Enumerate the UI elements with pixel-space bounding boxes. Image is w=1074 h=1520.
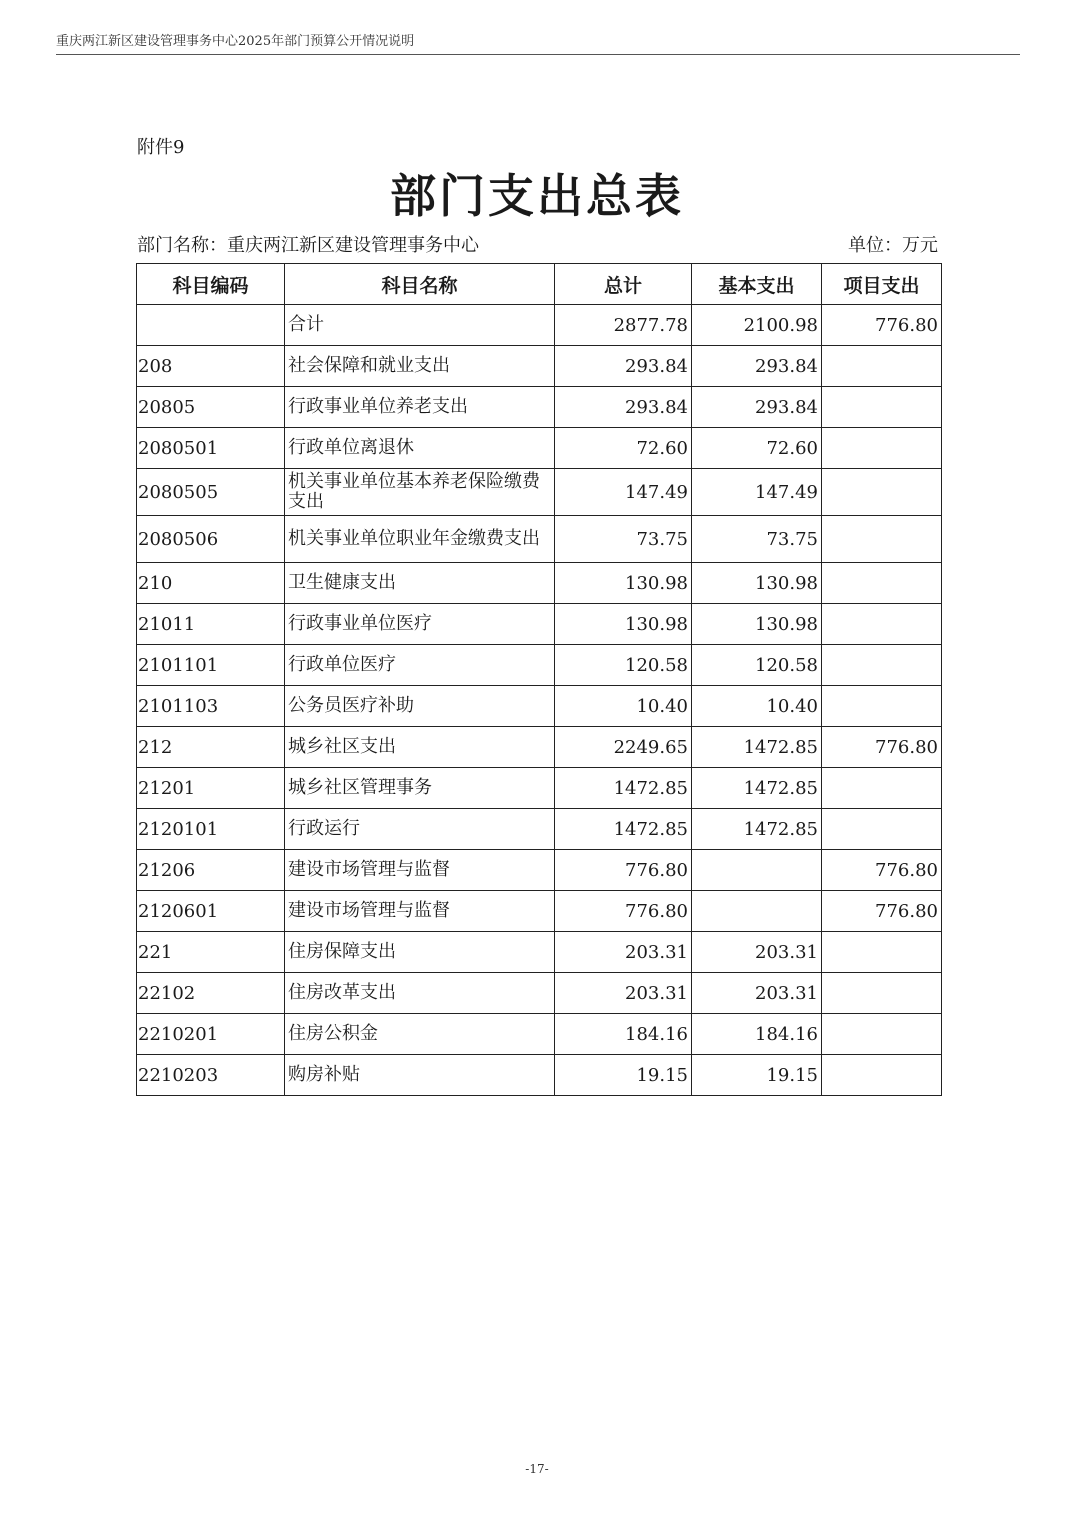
cell-code: 22102: [137, 973, 285, 1014]
cell-project: [822, 768, 942, 809]
cell-project: [822, 645, 942, 686]
cell-project: 776.80: [822, 891, 942, 932]
cell-total: 184.16: [555, 1014, 692, 1055]
cell-total: 2249.65: [555, 727, 692, 768]
cell-code: 2080505: [137, 469, 285, 516]
cell-basic: 1472.85: [692, 768, 822, 809]
table-header-row: [137, 264, 942, 305]
attachment-label: 附件9: [137, 137, 185, 158]
table-body: [137, 305, 942, 1096]
cell-project: [822, 604, 942, 645]
cell-project: [822, 469, 942, 516]
table-row: [137, 891, 942, 932]
page-number: -17-: [525, 1462, 549, 1476]
cell-basic: 73.75: [692, 516, 822, 563]
header-total: 总计: [555, 264, 692, 305]
cell-name: 城乡社区支出: [285, 727, 555, 768]
cell-basic: 130.98: [692, 563, 822, 604]
cell-basic: 293.84: [692, 387, 822, 428]
header-rule: [56, 54, 1020, 55]
cell-name: 住房保障支出: [285, 932, 555, 973]
cell-code: 21206: [137, 850, 285, 891]
table-row: [137, 850, 942, 891]
cell-project: [822, 387, 942, 428]
cell-name: 公务员医疗补助: [285, 686, 555, 727]
cell-basic: 203.31: [692, 973, 822, 1014]
cell-project: [822, 563, 942, 604]
cell-total: 10.40: [555, 686, 692, 727]
cell-code: 208: [137, 346, 285, 387]
cell-code: 2210201: [137, 1014, 285, 1055]
cell-project: 776.80: [822, 727, 942, 768]
cell-project: [822, 428, 942, 469]
cell-basic: 1472.85: [692, 727, 822, 768]
cell-total: 120.58: [555, 645, 692, 686]
table-row: [137, 516, 942, 563]
cell-total: 293.84: [555, 387, 692, 428]
cell-name: 城乡社区管理事务: [285, 768, 555, 809]
cell-name: 行政单位离退休: [285, 428, 555, 469]
cell-project: [822, 1014, 942, 1055]
cell-total: 1472.85: [555, 809, 692, 850]
cell-project: [822, 516, 942, 563]
cell-project: [822, 1055, 942, 1096]
table-row: [137, 768, 942, 809]
cell-total: 776.80: [555, 891, 692, 932]
expenditure-table: [136, 263, 942, 1096]
cell-code: 212: [137, 727, 285, 768]
table-row: [137, 973, 942, 1014]
cell-total: 2877.78: [555, 305, 692, 346]
cell-code: 2210203: [137, 1055, 285, 1096]
page-title: 部门支出总表: [390, 169, 684, 223]
table-row: [137, 305, 942, 346]
table-row: [137, 686, 942, 727]
cell-total: 203.31: [555, 973, 692, 1014]
cell-project: [822, 809, 942, 850]
meta-row: [137, 231, 938, 257]
table-row: [137, 563, 942, 604]
cell-total: 147.49: [555, 469, 692, 516]
table-row: [137, 604, 942, 645]
cell-name: 行政单位医疗: [285, 645, 555, 686]
cell-code: 221: [137, 932, 285, 973]
cell-code: 2120101: [137, 809, 285, 850]
department-name: 部门名称：重庆两江新区建设管理事务中心: [137, 235, 479, 256]
cell-project: [822, 973, 942, 1014]
table-row: [137, 1014, 942, 1055]
cell-name: 建设市场管理与监督: [285, 891, 555, 932]
cell-name: 机关事业单位职业年金缴费支出: [285, 516, 555, 563]
header-code: 科目编码: [137, 264, 285, 305]
cell-basic: 2100.98: [692, 305, 822, 346]
table-row: [137, 932, 942, 973]
cell-project: 776.80: [822, 850, 942, 891]
cell-basic: 293.84: [692, 346, 822, 387]
cell-basic: 19.15: [692, 1055, 822, 1096]
cell-basic: 203.31: [692, 932, 822, 973]
cell-total: 130.98: [555, 563, 692, 604]
cell-code: 2120601: [137, 891, 285, 932]
cell-basic: 184.16: [692, 1014, 822, 1055]
cell-basic: 72.60: [692, 428, 822, 469]
cell-code: 21201: [137, 768, 285, 809]
cell-total: 1472.85: [555, 768, 692, 809]
cell-project: [822, 346, 942, 387]
cell-name: 社会保障和就业支出: [285, 346, 555, 387]
cell-code: [137, 305, 285, 346]
cell-project: [822, 932, 942, 973]
cell-code: 2101103: [137, 686, 285, 727]
cell-code: 20805: [137, 387, 285, 428]
table-row: [137, 469, 942, 516]
table-row: [137, 346, 942, 387]
cell-name: 行政运行: [285, 809, 555, 850]
cell-project: 776.80: [822, 305, 942, 346]
cell-name: 行政事业单位养老支出: [285, 387, 555, 428]
cell-total: 73.75: [555, 516, 692, 563]
cell-name: 购房补贴: [285, 1055, 555, 1096]
cell-basic: [692, 891, 822, 932]
table-row: [137, 428, 942, 469]
cell-code: 2080506: [137, 516, 285, 563]
unit-label: 单位：万元: [848, 235, 938, 256]
table-row: [137, 645, 942, 686]
cell-basic: [692, 850, 822, 891]
table-row: [137, 809, 942, 850]
cell-name: 住房改革支出: [285, 973, 555, 1014]
cell-total: 130.98: [555, 604, 692, 645]
cell-total: 293.84: [555, 346, 692, 387]
table-row: [137, 727, 942, 768]
cell-name: 卫生健康支出: [285, 563, 555, 604]
cell-name: 行政事业单位医疗: [285, 604, 555, 645]
cell-name: 合计: [285, 305, 555, 346]
table-row: [137, 387, 942, 428]
cell-basic: 1472.85: [692, 809, 822, 850]
cell-total: 203.31: [555, 932, 692, 973]
header-name: 科目名称: [285, 264, 555, 305]
header-basic: 基本支出: [692, 264, 822, 305]
cell-code: 2101101: [137, 645, 285, 686]
table-row: [137, 1055, 942, 1096]
cell-basic: 130.98: [692, 604, 822, 645]
cell-name: 机关事业单位基本养老保险缴费支出: [285, 469, 555, 516]
cell-code: 210: [137, 563, 285, 604]
cell-project: [822, 686, 942, 727]
cell-basic: 120.58: [692, 645, 822, 686]
cell-code: 21011: [137, 604, 285, 645]
cell-basic: 147.49: [692, 469, 822, 516]
cell-basic: 10.40: [692, 686, 822, 727]
header-project: 项目支出: [822, 264, 942, 305]
cell-total: 72.60: [555, 428, 692, 469]
cell-total: 776.80: [555, 850, 692, 891]
cell-name: 建设市场管理与监督: [285, 850, 555, 891]
cell-name: 住房公积金: [285, 1014, 555, 1055]
cell-total: 19.15: [555, 1055, 692, 1096]
running-header: 重庆两江新区建设管理事务中心2025年部门预算公开情况说明: [56, 34, 415, 49]
cell-code: 2080501: [137, 428, 285, 469]
